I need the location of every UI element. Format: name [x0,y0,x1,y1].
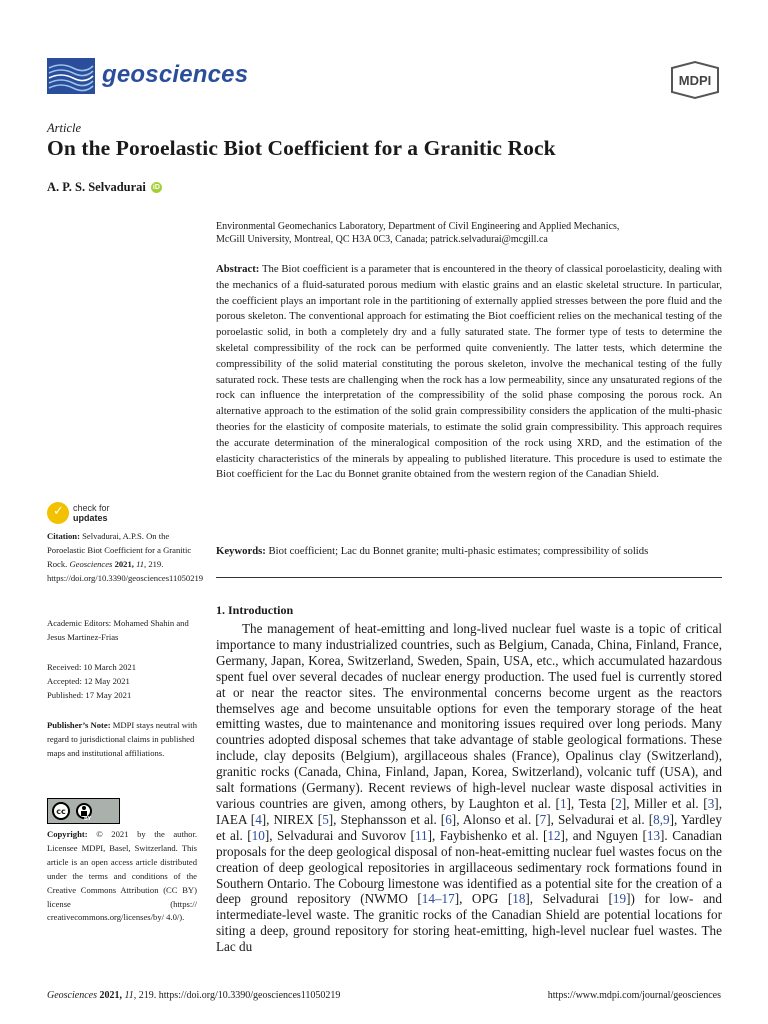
reference-link[interactable]: 12 [547,827,561,843]
footer-citation [47,990,340,1001]
section-heading: 1. Introduction [216,603,294,617]
intro-text: The management of heat-emitting and long-lived nuclear fuel waste is a topic of critical importance to many industrialized countries, such as Belgium, Canada, China, Finland, France, Germany, Japan, Korea, Switzerland, Sweden, Spain, USA, etc., which accumulated hazardous spent fuel over several decades of nuclear energy production. The used fuel is currently stored at or near the reactor sites. The environmental concerns become urgent as the reactors themselves age and become unsuitable options for even the temporary storage of the heat emitting wastes, due to maintenance and monitoring issues required over long periods. Many countries adopted disposal schemes that take advantage of stable geological formations. These include, clay deposits (Belgium), argillaceous shales (France), Opalinus clay (Switzerland), granitic rocks (Canada, China, Finland, Japan, Korea, Switzerland), volcanic tuff (USA), and salt formations (Germany). Recent reviews of high-level nuclear waste disposal activities in various countries are given, among others, by Laughton et al. [ [216,621,722,811]
reference-link[interactable]: 4 [255,811,262,827]
reference-link[interactable]: 3 [707,795,715,811]
copyright-text: © 2021 by the author. Licensee MDPI, Basel, Switzerland. This article is an open access article distributed under the terms and conditions of the Creative Commons Attribution (CC BY) license (https:// creativecommons.org/licenses/by/ 4.0/). [47,829,197,923]
citation-block [47,530,204,586]
reference-link[interactable]: 2 [615,795,622,811]
reference-link[interactable]: 6 [445,811,452,827]
intro-text: ], Selvadurai et al. [ [546,811,654,827]
intro-text: ], Selvadurai and Suvorov [ [264,827,415,843]
intro-text: ], Stephansson et al. [ [328,811,446,827]
affiliation-line: McGill University, Montreal, QC H3A 0C3, Canada; patrick.selvadurai@mcgill.ca [216,234,548,245]
article-title: On the Poroelastic Biot Coefficient for a Granitic Rock [47,136,556,160]
intro-text: ], Miller et al. [ [621,795,708,811]
section-divider [216,577,722,578]
citation-doi[interactable]: 219. https://doi.org/10.3390/geosciences11050219 [47,558,204,583]
cc-icon: cc [52,802,70,820]
intro-text: ], Selvadurai [ [525,891,613,907]
intro-text: ], Faybishenko et al. [ [427,827,548,843]
reference-link[interactable]: 14–17 [421,891,455,907]
abstract [216,262,722,483]
reference-link[interactable]: 18 [512,891,526,907]
article-type: Article [47,121,82,135]
abstract-text: The Biot coefficient is a parameter that is encountered in the theory of classical poroelasticity, dealing with the mechanics of a fluid-saturated porous medium with elastic grains and an elastic skeletal structure. In particular, the coefficient plays an important role in the partitioning of externally applied stresses between the pore fluid and the porous skeleton. The conventional approach for estimating the Biot coefficient relies on the mechanical testing of the poroelastic solid, in both a completely dry and a fully saturated state. The former type of tests to determine the skeletal compressibility of the rock can be performed quite conveniently. The latter tests, which determine the compressibility of the solid material constituting the porous skeleton, involve the mechanical testing of the fully saturated rock. These tests are challenging when the rock has a low permeability, since any unsaturated regions of the rock can influence the interpretation of the compressibility of the solid phase composing the porous rock. An alternative approach to the estimation of the solid grain compressibility considers the application of the multi-phasic theories for the elasticity of composite materials, to estimate the solid grain compressibility. This approach requires the accurate determination of the mineralogical composition of the rock using XRD, and the estimation of the elasticity characteristics of the minerals by appealing to published literature. This procedure is used to estimate the Biot coefficient for the Lac du Bonnet granite obtained from the western region of the Canadian Shield. [216,263,723,481]
intro-text: ], and Nguyen [ [560,827,647,843]
publisher-note-text: MDPI stays neutral with regard to jurisdictional claims in published maps and institutional affiliations. [47,720,197,758]
accepted-date: Accepted: 12 May 2021 [47,675,130,686]
reference-link[interactable]: 13 [646,827,661,843]
citation-year: 2021, [114,558,134,569]
reference-link[interactable]: 10 [251,827,265,843]
footer-volume: 11, [124,990,137,1001]
publisher-note-label: Publisher’s Note: [47,720,111,730]
copyright-notice [47,828,197,925]
intro-text: ], Yardley et al. [ [216,811,722,843]
intro-text: ], Alonso et al. [ [451,811,540,827]
intro-text: ], Testa [ [566,795,616,811]
keywords [216,544,726,558]
published-date: Published: 17 May 2021 [47,689,132,700]
article-dates [47,661,197,703]
citation-label: Citation: [47,531,80,541]
citation-text: Selvadurai, A.P.S. On the Poroelastic Biot Coefficient for a Granitic Rock. [47,531,192,569]
author-list [47,180,162,195]
publisher-label: MDPI [678,73,712,88]
citation-volume: 11, [136,558,147,569]
publisher-note [47,719,197,761]
reference-link[interactable]: 8,9 [653,811,670,827]
journal-name[interactable]: geosciences [102,61,249,88]
footer-doi[interactable]: 219. https://doi.org/10.3390/geosciences11050219 [138,990,341,1001]
author-name[interactable]: A. P. S. Selvadurai [47,180,146,194]
orcid-icon[interactable]: iD [152,184,160,191]
academic-editors: Academic Editors: Mohamed Shahin and Jesus Martinez-Frias [47,618,189,642]
check-updates-icon [47,502,69,524]
intro-text: ]. Canadian proposals for the deep geological disposal of non-heat-emitting nuclear fuel wastes focus on the creation of deep geological repositories in argillaceous sedimentary rock formations found in Southern Ontario. The Cobourg limestone was identified as a potential site for the creation of a deep ground repository (NWMO [ [216,827,722,907]
affiliation-line: Environmental Geomechanics Laboratory, Department of Civil Engineering and Applied Mechanics, [216,221,620,232]
reference-link[interactable]: 19 [612,891,627,907]
reference-link[interactable]: 5 [322,811,329,827]
reference-link[interactable]: 11 [414,827,428,843]
intro-text: ], IAEA [ [216,795,722,827]
introduction-paragraph [216,621,722,955]
intro-text: ]) for low- and intermediate-level waste. The granitic rocks of the Canadian Shield are potential locations for siting a deep, ground repository for storing heat-emitting, high-level nuclear fuel wastes. The Lac du [216,891,722,955]
check-updates-line1: check for [73,503,110,513]
check-for-updates-badge[interactable] [47,502,110,524]
mdpi-logo[interactable] [668,60,722,100]
footer-year: 2021, [99,990,122,1001]
abstract-label: Abstract: [216,263,260,275]
affiliation [216,220,726,246]
intro-text: ], OPG [ [454,891,513,907]
reference-link[interactable]: 1 [559,795,567,811]
journal-logo [47,58,95,94]
received-date: Received: 10 March 2021 [47,662,137,672]
by-label: BY [84,816,92,822]
keywords-label: Keywords: [216,545,266,557]
citation-journal: Geosciences [69,558,113,569]
intro-text: ], NIREX [ [261,811,323,827]
check-updates-line2: updates [73,513,108,523]
copyright-label: Copyright: [47,829,88,839]
cc-by-license-badge[interactable] [47,798,120,824]
keywords-text: Biot coefficient; Lac du Bonnet granite; multi-phasic estimates; compressibility of solids [268,545,649,557]
footer-journal-url[interactable]: https://www.mdpi.com/journal/geosciences [547,990,721,1001]
footer-journal: Geosciences [47,990,97,1001]
reference-link[interactable]: 7 [539,811,547,827]
